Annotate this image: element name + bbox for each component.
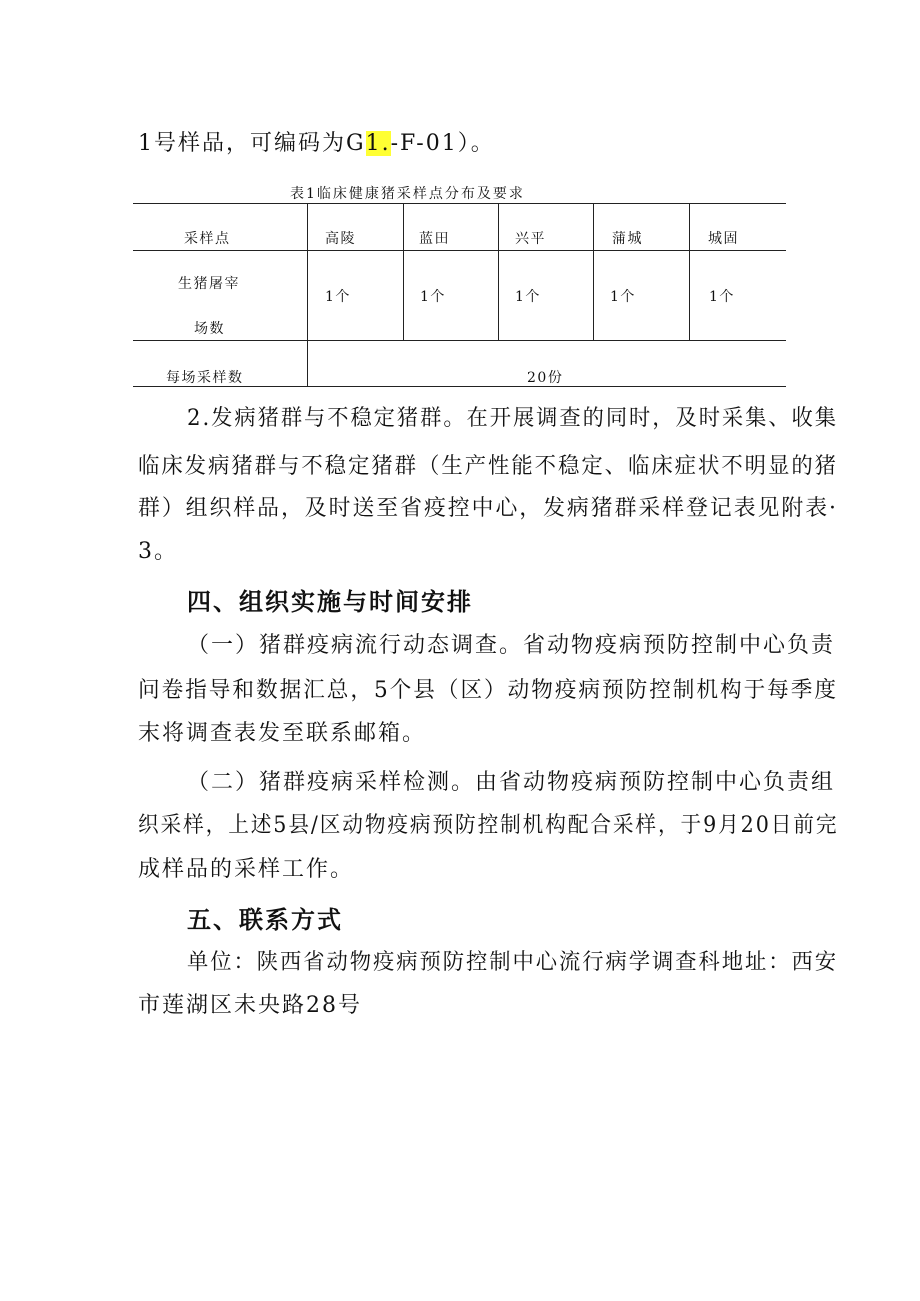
site-chenggu: 城固 — [708, 231, 739, 247]
row2-value: 20份 — [527, 370, 564, 386]
contact-line2: 市莲湖区未央路28号 — [138, 993, 362, 1018]
table-col-divider — [689, 203, 690, 341]
section4-heading: 四、组织实施与时间安排 — [187, 588, 473, 616]
row1-label-line2: 场数 — [194, 321, 225, 337]
row1-label-line1: 生猪屠宰 — [178, 276, 240, 292]
section4-item1-line1: （一）猪群疫病流行动态调查。省动物疫病预防控制中心负责 — [187, 633, 836, 658]
row1-value: 1个 — [325, 289, 351, 305]
section4-item1-line3: 末将调查表发至联系邮箱。 — [138, 721, 427, 746]
section4-item2-line1: （二）猪群疫病采样检测。由省动物疫病预防控制中心负责组 — [187, 770, 836, 795]
site-lantian: 蓝田 — [419, 231, 450, 247]
intro-suffix: -F-01）。 — [390, 131, 495, 156]
section4-item2-line2: 织采样，上述5县/区动物疫病预防控制机构配合采样，于9月20日前完 — [138, 813, 839, 838]
para2-line3: 群）组织样品，及时送至省疫控中心，发病猪群采样登记表见附表· — [138, 496, 838, 521]
header-label: 采样点 — [184, 231, 231, 247]
table-col-divider — [498, 203, 499, 341]
contact-line1: 单位：陕西省动物疫病预防控制中心流行病学调查科地址：西安 — [187, 950, 839, 975]
intro-prefix: 1号样品，可编码为G — [138, 131, 366, 156]
site-xingping: 兴平 — [515, 231, 546, 247]
row1-value: 1个 — [420, 289, 446, 305]
table-col-divider — [403, 203, 404, 341]
row1-value: 1个 — [515, 289, 541, 305]
section5-heading: 五、联系方式 — [187, 906, 343, 934]
table-col-divider — [593, 203, 594, 341]
intro-line — [138, 126, 495, 157]
row1-value: 1个 — [709, 289, 735, 305]
section4-item1-line2: 问卷指导和数据汇总，5个县（区）动物疫病预防控制机构于每季度 — [138, 678, 838, 703]
site-gaoling: 高陵 — [325, 231, 356, 247]
para2-line2: 临床发病猪群与不稳定猪群（生产性能不稳定、临床症状不明显的猪 — [138, 454, 838, 479]
table-caption: 表1临床健康猪采样点分布及要求 — [290, 186, 525, 202]
row1-value: 1个 — [610, 289, 636, 305]
row2-label: 每场采样数 — [166, 370, 244, 386]
para2-line1: 2.发病猪群与不稳定猪群。在开展调查的同时，及时采集、收集 — [187, 406, 838, 431]
section4-item2-line3: 成样品的采样工作。 — [138, 857, 355, 882]
table-col-divider — [307, 203, 308, 386]
site-pucheng: 蒲城 — [612, 231, 643, 247]
para2-line4: 3。 — [138, 539, 178, 564]
highlighted-code: 1. — [365, 131, 391, 156]
